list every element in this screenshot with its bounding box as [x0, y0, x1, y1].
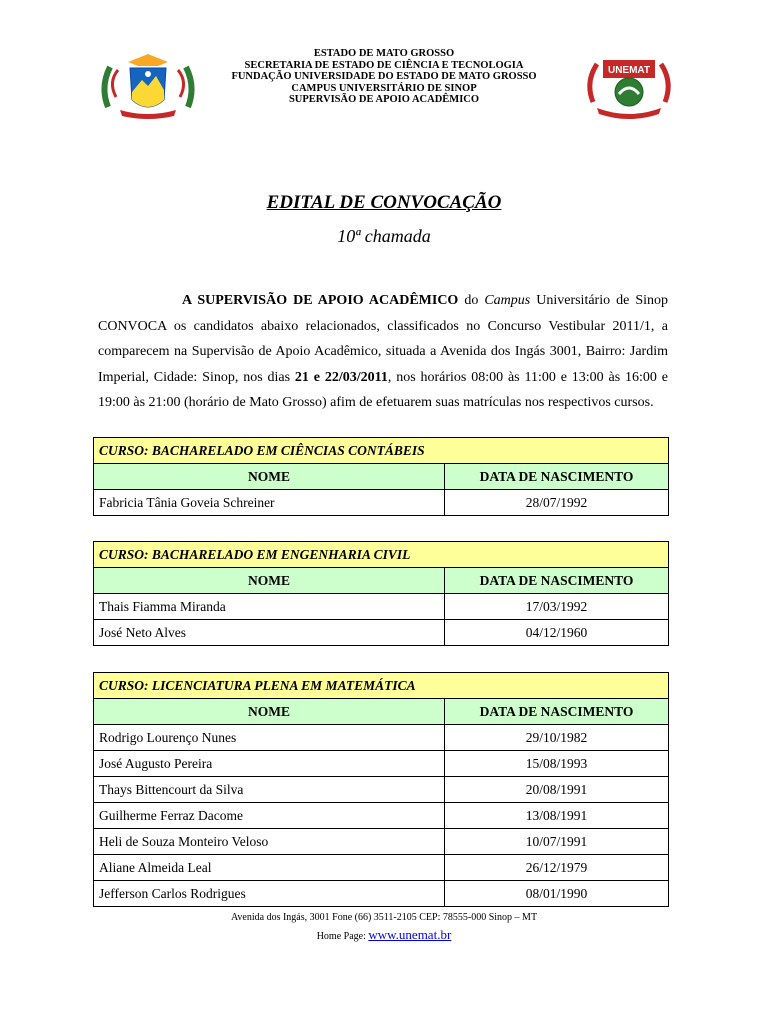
birth-date: 13/08/1991	[445, 803, 669, 829]
table-row	[94, 594, 669, 620]
unemat-seal-icon	[583, 52, 675, 122]
dates-text: 21 e 22/03/2011	[294, 369, 388, 385]
page-title: EDITAL DE CONVOCAÇÃO	[266, 192, 502, 213]
header-line: FUNDAÇÃO UNIVERSIDADE DO ESTADO DE MATO GROSSO	[231, 71, 537, 82]
birth-date: 08/01/1990	[445, 881, 669, 907]
table-row	[94, 855, 669, 881]
student-name: Thays Bittencourt da Silva	[94, 777, 445, 803]
birth-date: 10/07/1991	[445, 829, 669, 855]
header-line: SECRETARIA DE ESTADO DE CIÊNCIA E TECNOLOGIA	[244, 59, 524, 71]
birth-date: 28/07/1992	[445, 490, 669, 516]
header-line: ESTADO DE MATO GROSSO	[313, 48, 455, 59]
table-row	[94, 751, 669, 777]
table-row	[94, 803, 669, 829]
student-name: Fabricia Tânia Goveia Schreiner	[94, 490, 445, 516]
convocation-paragraph: A SUPERVISÃO DE APOIO ACADÊMICO do Campus Universitário de Sinop CONVOCA os candidatos abaixo relacionados, classificados no Concurso Vestibular 2011/1, a comparecem na Supervisão de Apoio Acadêmico, situada a Avenida dos Ingás 3001, Bairro: Jardim Imperial, Cidade: Sinop, nos dias 21 e 22/03/2011, nos horários 08:00 às 11:00 e 13:00 às 16:00 e 19:00 às 21:00 (horário de Mato Grosso) afim de efetuarem suas matrículas nos respectivos cursos.	[98, 293, 668, 410]
header-line: SUPERVISÃO DE APOIO ACADÊMICO	[288, 94, 480, 105]
page-subtitle: 10ª chamada	[337, 226, 431, 246]
student-name: Guilherme Ferraz Dacome	[94, 803, 445, 829]
column-header-birth: DATA DE NASCIMENTO	[445, 699, 669, 725]
course-table	[93, 437, 669, 516]
column-header-name: NOME	[94, 464, 445, 490]
student-name: Rodrigo Lourenço Nunes	[94, 725, 445, 751]
course-title: CURSO: BACHARELADO EM CIÊNCIAS CONTÁBEIS	[94, 438, 669, 464]
column-header-name: NOME	[94, 568, 445, 594]
student-name: José Augusto Pereira	[94, 751, 445, 777]
campus-word: Campus	[484, 293, 531, 308]
student-name: José Neto Alves	[94, 620, 445, 646]
course-table	[93, 541, 669, 646]
birth-date: 26/12/1979	[445, 855, 669, 881]
header-line: CAMPUS UNIVERSITÁRIO DE SINOP	[291, 82, 477, 94]
homepage-link[interactable]: www.unemat.br	[368, 927, 452, 942]
course-title: CURSO: LICENCIATURA PLENA EM MATEMÁTICA	[94, 673, 669, 699]
lead-text: A SUPERVISÃO DE APOIO ACADÊMICO	[182, 293, 459, 308]
student-name: Thais Fiamma Miranda	[94, 594, 445, 620]
birth-date: 17/03/1992	[445, 594, 669, 620]
table-row	[94, 490, 669, 516]
birth-date: 15/08/1993	[445, 751, 669, 777]
course-title: CURSO: BACHARELADO EM ENGENHARIA CIVIL	[94, 542, 669, 568]
column-header-birth: DATA DE NASCIMENTO	[445, 568, 669, 594]
student-name: Heli de Souza Monteiro Veloso	[94, 829, 445, 855]
birth-date: 20/08/1991	[445, 777, 669, 803]
table-row	[94, 829, 669, 855]
footer-address: Avenida dos Ingás, 3001 Fone (66) 3511-2105 CEP: 78555-000 Sinop – MT	[230, 912, 538, 923]
student-name: Aliane Almeida Leal	[94, 855, 445, 881]
column-header-birth: DATA DE NASCIMENTO	[445, 464, 669, 490]
table-row	[94, 725, 669, 751]
birth-date: 04/12/1960	[445, 620, 669, 646]
birth-date: 29/10/1982	[445, 725, 669, 751]
column-header-name: NOME	[94, 699, 445, 725]
page-footer	[0, 912, 768, 943]
homepage-label: Home Page:	[316, 931, 369, 942]
course-table	[93, 672, 669, 907]
table-row	[94, 881, 669, 907]
unemat-logo-text: UNEMAT	[607, 65, 651, 76]
table-row	[94, 777, 669, 803]
student-name: Jefferson Carlos Rodrigues	[94, 881, 445, 907]
table-row	[94, 620, 669, 646]
